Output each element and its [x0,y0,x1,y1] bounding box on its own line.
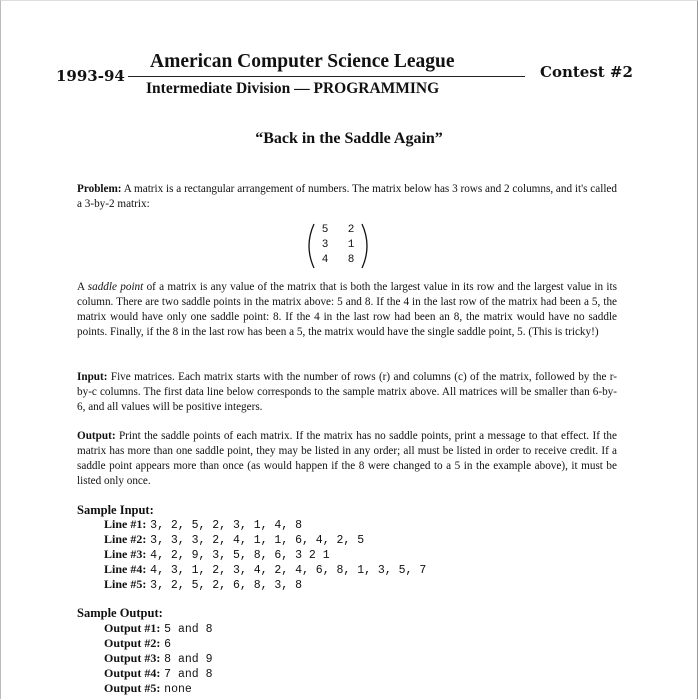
matrix-parentheses [304,222,374,270]
contest-number: Contest #2 [540,63,633,81]
line-label: Line #3: [104,547,147,561]
contest-year: 1993-94 [56,67,125,85]
saddle-text: of a matrix is any value of the matrix that is both the largest value in its row and the largest value in its column. There are two saddle points in the matrix above: 5 and 8. If the 4 in the last row of the matrix had been a 5, the matrix would have only one saddle point: 8. If the 4 in the last row had been an 8, the matrix would have no saddle points. Finally, if the 8 in the last row has been a 5, the matrix would have the single saddle point, 5. (This is tricky!) [77,281,617,338]
line-label: Line #4: [104,562,147,576]
division-category: PROGRAMMING [313,80,440,97]
output-label: Output: [77,430,116,442]
saddle-prefix: A [77,281,88,293]
sample-input-line [104,532,364,547]
sample-output-line [104,621,212,636]
output-line-value: 8 and 9 [164,653,213,666]
output-line-label: Output #2: [104,636,161,650]
output-text: Print the saddle points of each matrix. If the matrix has no saddle points, print a message to that effect. If the matrix has more than one saddle point, they may be listed in any order; all must be listed in order to receive credit. If a saddle point appears more than once (as would happen if the 8 were changed to a 5 in the example above), it must be listed only once. [77,430,617,487]
header-rule [128,76,525,77]
line-value: 4, 2, 9, 3, 5, 8, 6, 3 2 1 [150,549,330,562]
matrix-cell: 2 [347,224,355,236]
problem-text: A matrix is a rectangular arrangement of numbers. The matrix below has 3 rows and 2 columns, and it's called a 3-by-2 matrix: [77,183,617,210]
sample-input-heading: Sample Input: [77,503,154,517]
problem-title: “Back in the Saddle Again” [255,130,443,147]
matrix-cell: 8 [347,254,355,266]
problem-paragraph [77,182,617,212]
league-name: American Computer Science League [150,51,455,72]
matrix-cell: 1 [347,239,355,251]
matrix-cell: 4 [321,254,329,266]
sample-input-line [104,517,302,532]
line-label: Line #1: [104,517,147,531]
output-line-value: 6 [164,638,172,651]
sample-input-line [104,577,302,592]
division-name: Intermediate Division [146,80,291,97]
output-line-label: Output #4: [104,666,161,680]
input-label: Input: [77,371,108,383]
output-line-value: 5 and 8 [164,623,213,636]
input-text: Five matrices. Each matrix starts with the number of rows (r) and columns (c) of the matrix, followed by the r-by-c columns. The first data line below corresponds to the sample matrix above. All matrices will be smaller than 6-by-6, and all values will be positive integers. [77,371,617,413]
sample-input-line [104,547,330,562]
matrix-cell: 3 [321,239,329,251]
output-line-value: 7 and 8 [164,668,213,681]
sample-input-line [104,562,426,577]
line-value: 3, 2, 5, 2, 6, 8, 3, 8 [150,579,302,592]
sample-output-line [104,651,212,666]
line-value: 4, 3, 1, 2, 3, 4, 2, 4, 6, 8, 1, 3, 5, 7 [150,564,427,577]
input-paragraph [77,370,617,415]
saddle-term: saddle point [87,281,144,293]
output-paragraph [77,429,617,489]
line-label: Line #5: [104,577,147,591]
output-line-value: none [164,683,192,696]
line-value: 3, 2, 5, 2, 3, 1, 4, 8 [150,519,302,532]
output-line-label: Output #1: [104,621,161,635]
sample-matrix [304,222,374,270]
sample-output-line [104,681,192,696]
sample-output-heading: Sample Output: [77,606,163,620]
sample-output-line [104,636,171,651]
saddle-paragraph [77,280,617,340]
line-label: Line #2: [104,532,147,546]
division-line [146,80,439,98]
sample-output-line [104,666,212,681]
line-value: 3, 3, 3, 2, 4, 1, 1, 6, 4, 2, 5 [150,534,365,547]
problem-label: Problem: [77,183,122,195]
division-separator: — [294,80,310,97]
matrix-cell: 5 [321,224,329,236]
output-line-label: Output #3: [104,651,161,665]
output-line-label: Output #5: [104,681,161,695]
